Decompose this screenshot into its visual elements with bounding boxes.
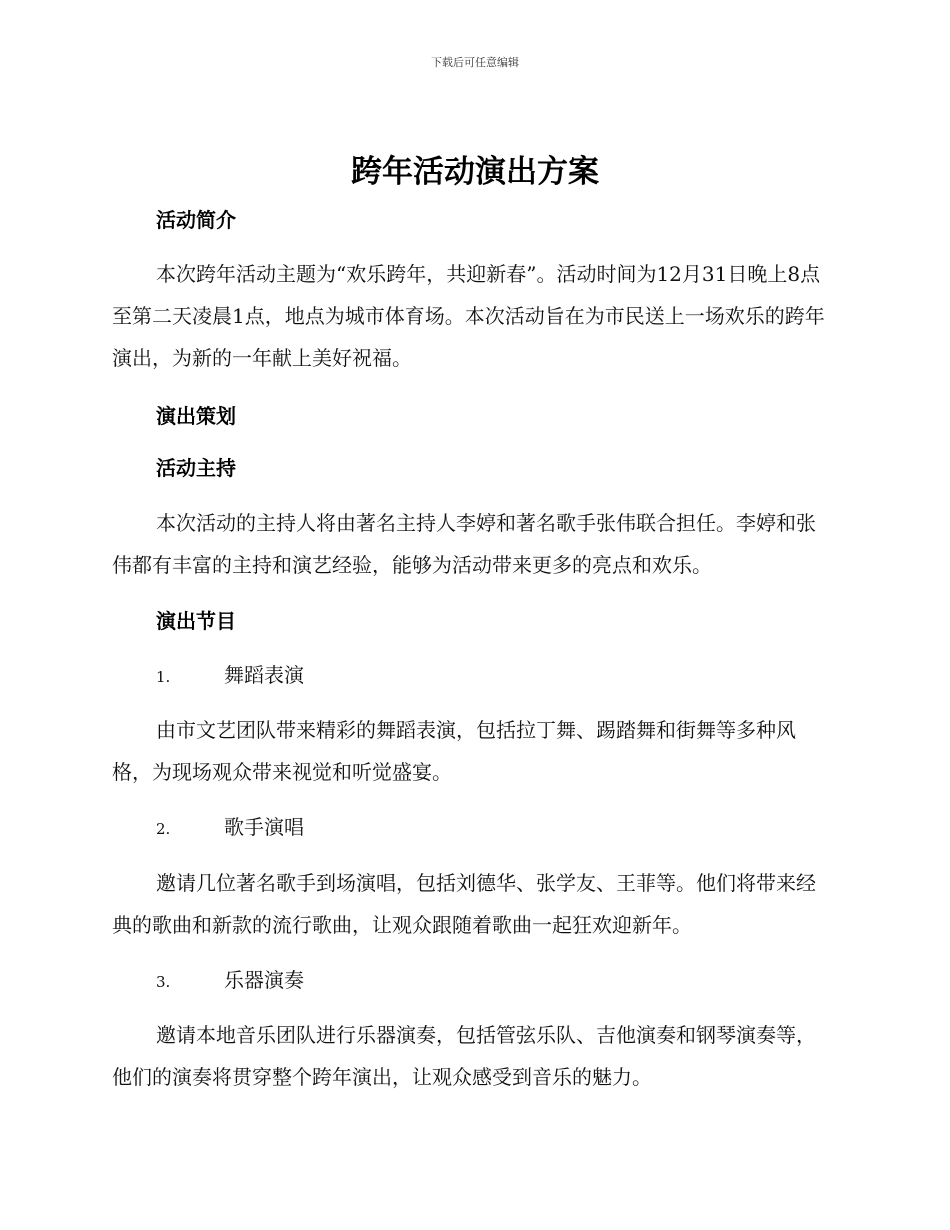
- section-heading-programs: 演出节目: [156, 609, 236, 633]
- paragraph-host: 本次活动的主持人将由著名主持人李婷和著名歌手张伟联合担任。李婷和张伟都有丰富的主持和演艺经验，能够为活动带来更多的亮点和欢乐。: [112, 511, 816, 577]
- section-heading-host: 活动主持: [156, 456, 236, 480]
- header-note: 下载后可任意编辑: [431, 56, 519, 69]
- section-heading-planning: 演出策划: [156, 404, 236, 428]
- paragraph-program-singing: 邀请几位著名歌手到场演唱，包括刘德华、张学友、王菲等。他们将带来经典的歌曲和新款的流行歌曲，让观众跟随着歌曲一起狂欢迎新年。: [112, 871, 816, 937]
- document-title: 跨年活动演出方案: [351, 154, 599, 190]
- section-heading-intro: 活动简介: [156, 208, 236, 232]
- paragraph-program-instruments: 邀请本地音乐团队进行乐器演奏，包括管弦乐队、吉他演奏和钢琴演奏等，他们的演奏将贯穿整个跨年演出，让观众感受到音乐的魅力。: [112, 1023, 816, 1089]
- paragraph-intro: 本次跨年活动主题为“欢乐跨年，共迎新春”。活动时间为12月31日晚上8点至第二天凌晨1点，地点为城市体育场。本次活动旨在为市民送上一场欢乐的跨年演出，为新的一年献上美好祝福。: [112, 262, 825, 370]
- list-item: [156, 661, 304, 691]
- list-item-number: 2.: [156, 820, 171, 838]
- paragraph-program-dance: 由市文艺团队带来精彩的舞蹈表演，包括拉丁舞、踢踏舞和街舞等多种风格，为现场观众带来视觉和听觉盛宴。: [112, 718, 796, 784]
- list-item-label: 歌手演唱: [224, 815, 304, 839]
- list-item-label: 乐器演奏: [224, 968, 304, 992]
- list-item-number: 3.: [156, 973, 171, 991]
- list-item: [156, 813, 304, 843]
- list-item-number: 1.: [156, 668, 171, 686]
- list-item-label: 舞蹈表演: [224, 663, 304, 687]
- list-item: [156, 966, 304, 996]
